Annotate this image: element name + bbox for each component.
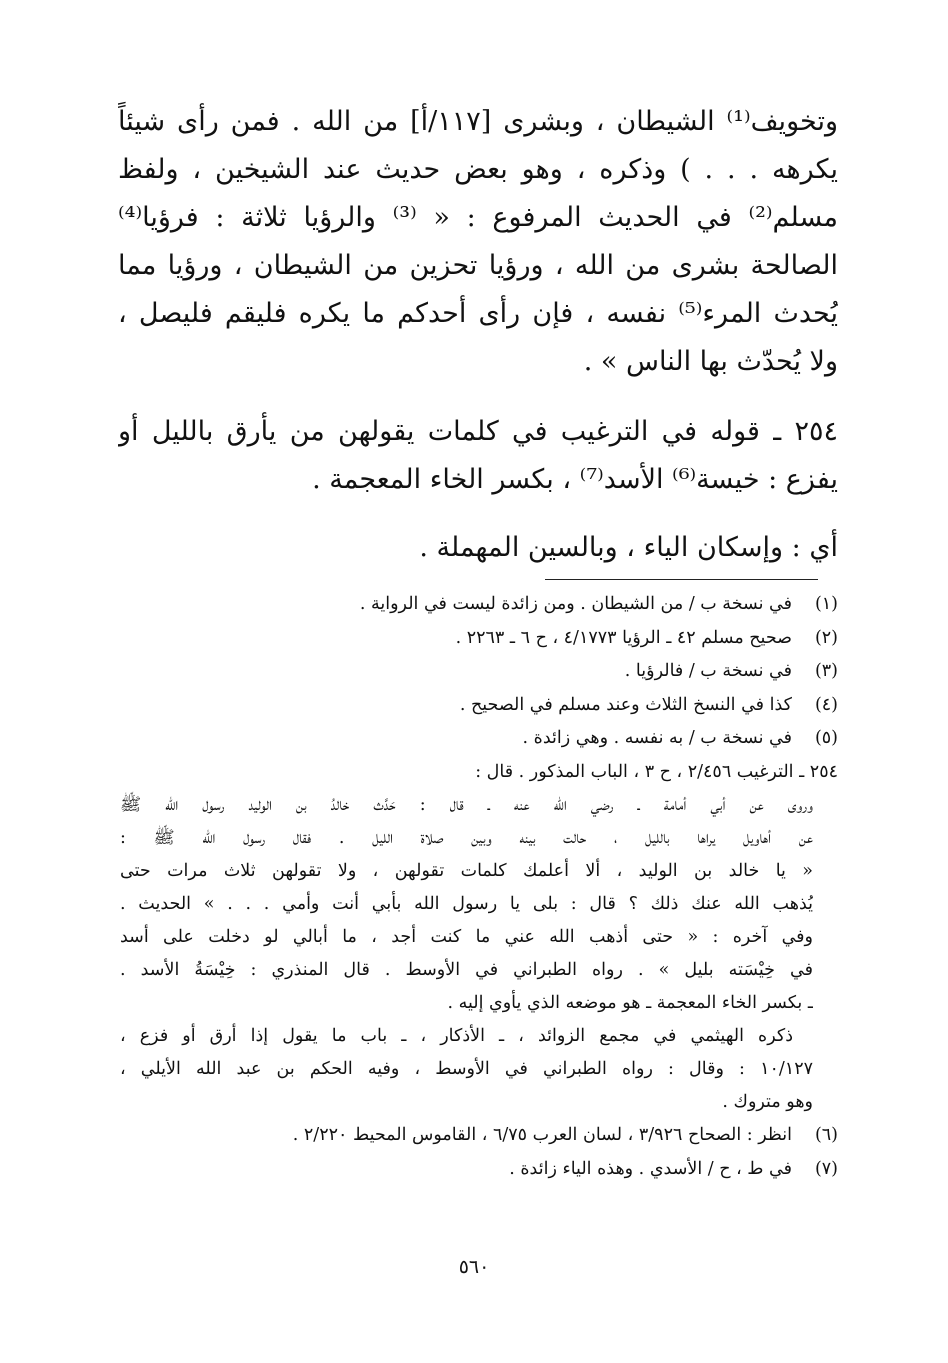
text-line: الصالحة بشرى من الله ، ورؤيا تحزين من الشيطان ، ورؤيا مما: [118, 250, 838, 281]
footnote-text: انظر : الصحاح ٣/٩٢٦ ، لسان العرب ٦/٧٥ ، القاموس المحيط ٢/٢٢٠ .: [292, 1125, 792, 1145]
footnote: [120, 655, 838, 689]
footnotes: [120, 588, 838, 1186]
text-line: وتخويف⁽¹⁾ الشيطان ، وبشرى [١١٧/أ] من الله . فمن رأى شيئاً: [118, 106, 838, 137]
note-line: في خِيْسَته بليل » . رواه الطبراني في الأوسط . قال المنذري : خِيْسَةُ الأسد .: [120, 960, 813, 980]
footnote-number: (١): [814, 594, 838, 614]
footnote-number: (٢): [814, 627, 838, 648]
footnote: [120, 588, 838, 622]
text-line: مسلم⁽²⁾ في الحديث المرفوع : « ⁽³⁾ والرؤيا ثلاثة : فرؤيا⁽⁴⁾: [118, 202, 838, 233]
main-paragraph-3: [118, 524, 908, 572]
note-line: « يا خالد بن الوليد ، ألا أعلمك كلمات تقولهن ، ولا تقولهن ثلاث مرات حتى: [120, 861, 813, 881]
footnote-text: في نسخة ب / به نفسه . وهي زائدة .: [522, 728, 792, 748]
note-line: ـ بكسر الخاء المعجمة ـ هو موضعه الذي يأوي إليه .: [447, 993, 813, 1013]
main-paragraph-254: [118, 408, 838, 504]
footnote: [120, 1119, 838, 1153]
page-number: ٥٦٠: [458, 1256, 490, 1278]
footnote-text: ٢٥٤ ـ الترغيب ٢/٤٥٦ ، ح ٣ ، الباب المذكور . قال :: [475, 761, 838, 782]
footnote: [120, 622, 838, 656]
footnote: [120, 689, 838, 723]
note-line: عن أهاويل يراها بالليل ، حالت بينه وبين صلاة الليل . فقال رسول الله ﷺ :: [120, 828, 813, 848]
footnote: [120, 1153, 838, 1187]
footnote-text: في ط ، ح / الأسدي . وهذه الياء زائدة .: [509, 1158, 792, 1179]
footnote-text: صحيح مسلم ٤٢ ـ الرؤيا ٤/١٧٧٣ ، ح ٦ ـ ٢٢٦٣ .: [455, 627, 792, 648]
text-line: يكرهه . . . ) وذكره ، وهو بعض حديث عند الشيخين ، ولفظ: [118, 154, 838, 185]
text-line: ٢٥٤ ـ قوله في الترغيب في كلمات يقولهن من يأرق بالليل أو: [118, 416, 838, 447]
footnote-254-body: [120, 789, 838, 1119]
footnote-number: (٤): [814, 694, 838, 715]
text-line: أي : وإسكان الياء ، وبالسين المهملة .: [419, 532, 838, 563]
footnote-number: (٦): [814, 1125, 838, 1145]
footnote: [120, 722, 838, 756]
main-paragraph-1: [118, 98, 838, 386]
footnote-separator: [545, 579, 818, 580]
note-line: وهو متروك .: [722, 1092, 813, 1112]
text-line: ولا يُحدّث بها الناس » .: [583, 346, 838, 377]
footnote-text: في نسخة ب / فالرؤيا .: [624, 661, 792, 681]
footnote-number: (٣): [814, 661, 838, 681]
note-line: وروى عن أبي أمامة ـ رضي الله عنه ـ قال : حَدَّث خالدُ بن الوليد رسول الله ﷺ: [120, 795, 813, 815]
footnote-254-head: [120, 756, 838, 790]
footnote-text: في نسخة ب / من الشيطان . ومن زائدة ليست في الرواية .: [359, 594, 792, 614]
note-line: يُذهب الله عنك ذلك ؟ قال : بلى يا رسول الله بأبي أنت وأمي . . . » الحديث .: [120, 894, 813, 914]
footnote-number: (٧): [814, 1158, 838, 1179]
text-line: يُحدث المرء⁽⁵⁾ نفسه ، فإن رأى أحدكم ما يكره فليقم فليصل ،: [118, 298, 838, 329]
note-line: ذكره الهيثمي في مجمع الزوائد ، ـ الأذكار ، ـ باب ما يقول إذا أرق أو فزع ،: [120, 1026, 793, 1046]
footnote-text: كذا في النسخ الثلاث وعند مسلم في الصحيح .: [459, 694, 792, 715]
text-line: يفزع : خيسة⁽⁶⁾ الأسد⁽⁷⁾ ، بكسر الخاء المعجمة .: [312, 464, 838, 495]
note-line: ١٠/١٢٧ : وقال : رواه الطبراني في الأوسط ، وفيه الحكم بن عبد الله الأيلي ،: [120, 1059, 813, 1079]
note-line: وفي آخره : « حتى أذهب الله عني ما كنت أجد ، ما أبالي لو دخلت على أسد: [120, 927, 813, 947]
footnote-number: (٥): [814, 728, 838, 748]
